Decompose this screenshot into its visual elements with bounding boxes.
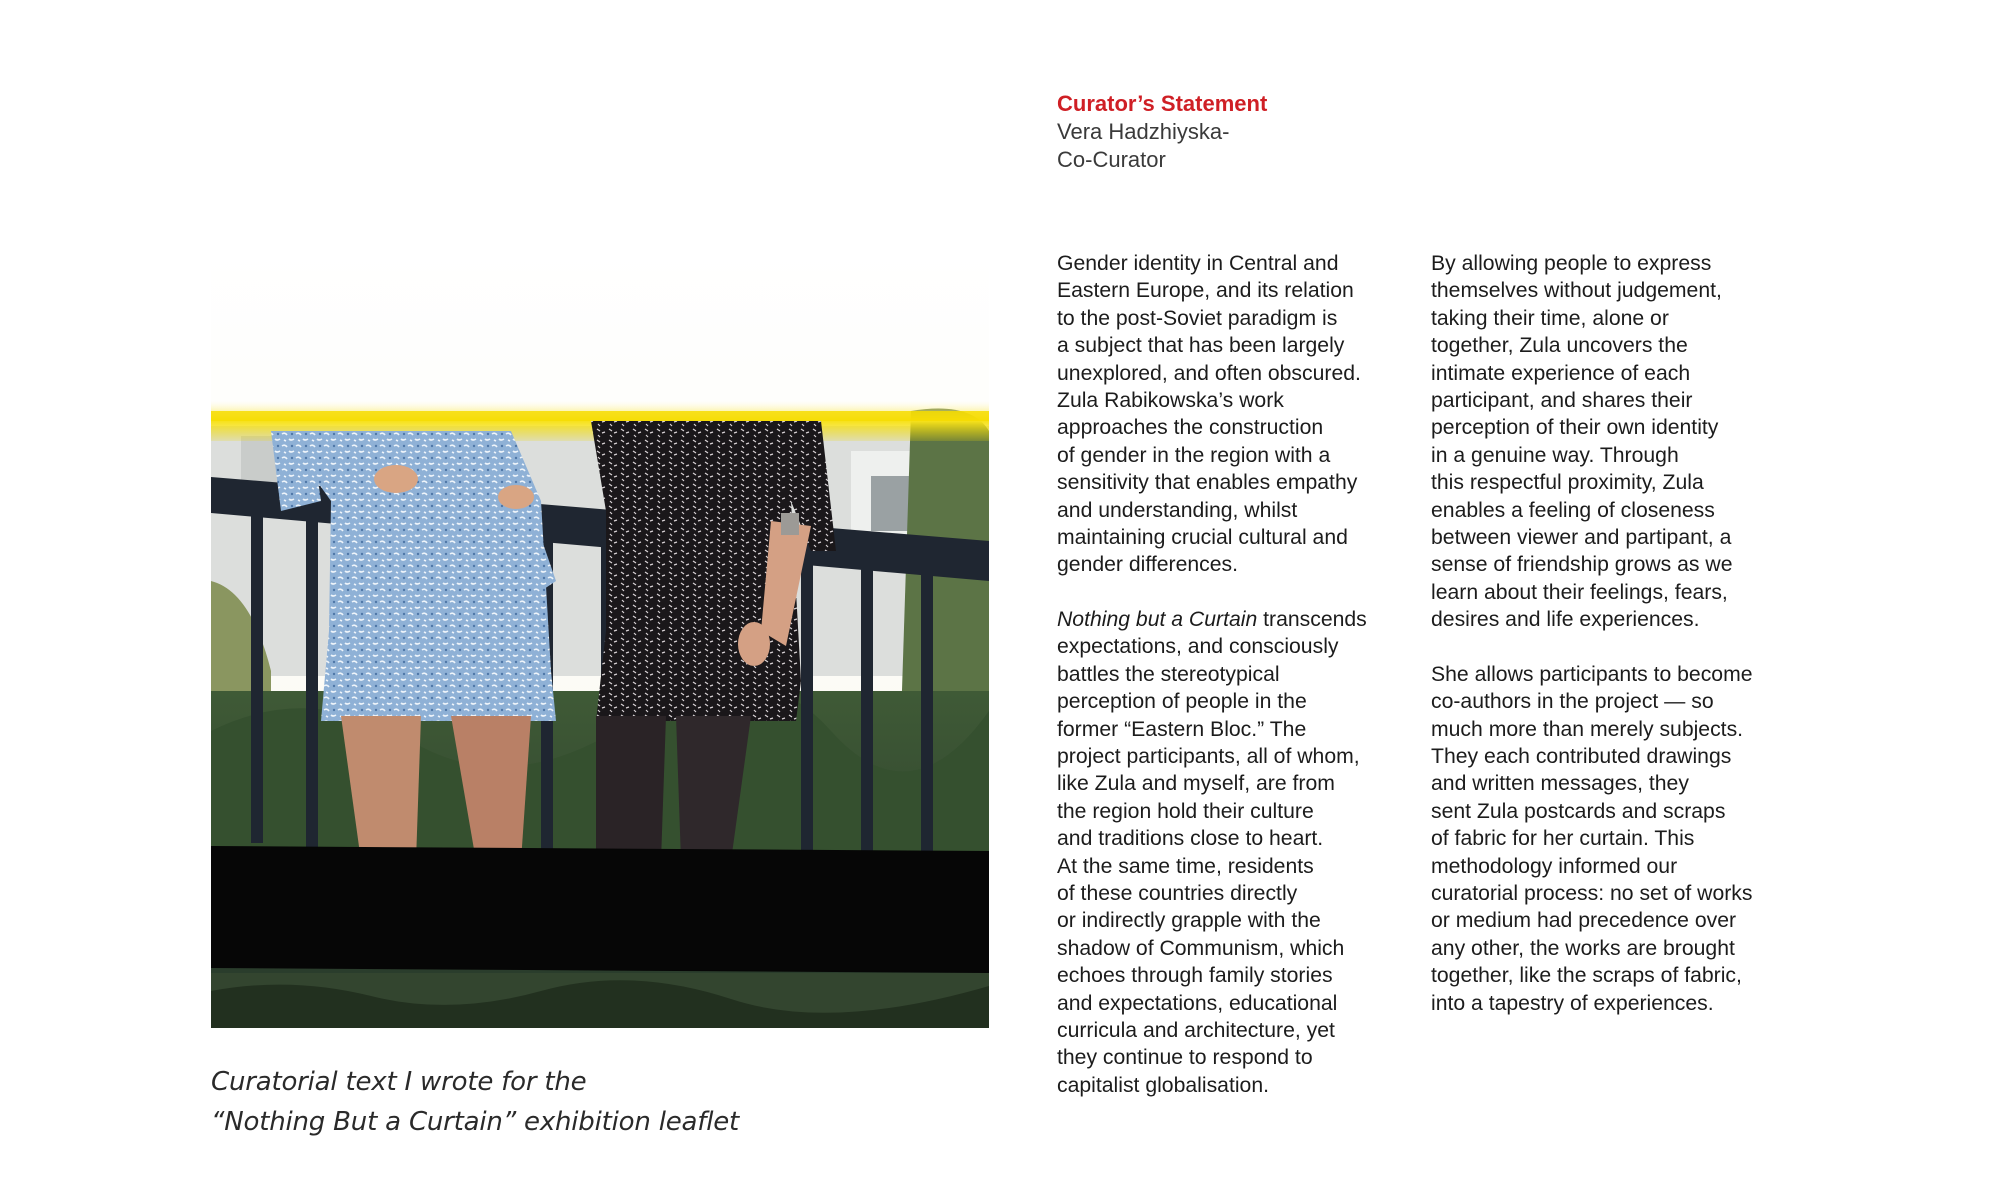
text-line: this respectful proximity, Zula — [1431, 471, 1704, 495]
text-line: Zula Rabikowska’s work — [1057, 388, 1284, 412]
author-name: Vera Hadzhiyska- — [1057, 119, 1230, 144]
text-line: At the same time, residents — [1057, 854, 1314, 878]
text-line: expectations, and consciously — [1057, 635, 1339, 659]
text-line: enables a feeling of closeness — [1431, 498, 1715, 522]
text-line: between viewer and partipant, a — [1431, 525, 1732, 549]
text-line: together, Zula uncovers the — [1431, 334, 1688, 358]
text-line: any other, the works are brought — [1431, 936, 1735, 960]
text-line: of fabric for her curtain. This — [1431, 827, 1695, 851]
text-line: and written messages, they — [1431, 772, 1689, 796]
caption-line-1: Curatorial text I wrote for the — [211, 1067, 587, 1097]
text-line: project participants, all of whom, — [1057, 745, 1360, 769]
text-line: sense of friendship grows as we — [1431, 553, 1733, 577]
text-line: participant, and shares their — [1431, 388, 1693, 412]
text-line: taking their time, alone or — [1431, 306, 1669, 330]
text-line: perception of their own identity — [1431, 416, 1719, 440]
text-line: sent Zula postcards and scraps — [1431, 799, 1726, 823]
text-line: much more than merely subjects. — [1431, 717, 1744, 741]
text-line: like Zula and myself, are from — [1057, 772, 1335, 796]
exhibition-title: Nothing but a Curtain — [1057, 608, 1258, 632]
paragraph — [1431, 661, 1791, 1017]
text-line: former “Eastern Bloc.” The — [1057, 717, 1307, 741]
text-line: desires and life experiences. — [1431, 608, 1700, 632]
photo-caption — [211, 1062, 971, 1142]
text-line: maintaining crucial cultural and — [1057, 525, 1348, 549]
paragraph — [1057, 250, 1417, 579]
exhibition-photo — [211, 251, 989, 1028]
text-line: and understanding, whilst — [1057, 498, 1298, 522]
text-line: or indirectly grapple with the — [1057, 909, 1321, 933]
statement-header — [1057, 90, 1267, 174]
text-line: learn about their feelings, fears, — [1431, 580, 1728, 604]
text-line: co-authors in the project — so — [1431, 690, 1714, 714]
paragraph-gap — [1057, 579, 1417, 606]
caption-line-2: “Nothing But a Curtain” exhibition leaflet — [211, 1107, 740, 1137]
text-line: unexplored, and often obscured. — [1057, 361, 1361, 385]
text-column-left — [1057, 250, 1417, 1099]
text-line: perception of people in the — [1057, 690, 1307, 714]
text-line: of gender in the region with a — [1057, 443, 1331, 467]
text-line: By allowing people to express — [1431, 252, 1712, 275]
text-line: they continue to respond to — [1057, 1046, 1313, 1070]
text-line: gender differences. — [1057, 553, 1239, 577]
text-line — [1057, 606, 1417, 633]
text-fragment: transcends — [1257, 608, 1367, 632]
text-line: They each contributed drawings — [1431, 745, 1732, 769]
paragraph — [1431, 250, 1791, 633]
text-line: capitalist globalisation. — [1057, 1073, 1269, 1097]
text-column-right — [1431, 250, 1791, 1017]
text-line: the region hold their culture — [1057, 799, 1314, 823]
text-line: curricula and architecture, yet — [1057, 1018, 1335, 1042]
text-line: or medium had precedence over — [1431, 909, 1737, 933]
text-line: Eastern Europe, and its relation — [1057, 279, 1354, 303]
text-line: Gender identity in Central and — [1057, 252, 1339, 275]
text-line: echoes through family stories — [1057, 964, 1333, 988]
text-line: methodology informed our — [1431, 854, 1678, 878]
text-line: intimate experience of each — [1431, 361, 1691, 385]
text-line: battles the stereotypical — [1057, 662, 1280, 686]
text-line: in a genuine way. Through — [1431, 443, 1679, 467]
paragraph-gap — [1431, 633, 1791, 660]
text-line: shadow of Communism, which — [1057, 936, 1345, 960]
text-line: curatorial process: no set of works — [1431, 881, 1753, 905]
text-line: of these countries directly — [1057, 881, 1298, 905]
text-line: a subject that has been largely — [1057, 334, 1345, 358]
text-line: and expectations, educational — [1057, 991, 1338, 1015]
statement-title: Curator’s Statement — [1057, 91, 1268, 116]
text-line: into a tapestry of experiences. — [1431, 991, 1714, 1015]
text-line: themselves without judgement, — [1431, 279, 1722, 303]
author-role: Co-Curator — [1057, 147, 1166, 172]
paragraph — [1057, 606, 1417, 1099]
text-line: She allows participants to become — [1431, 662, 1753, 686]
text-line: approaches the construction — [1057, 416, 1324, 440]
text-line: sensitivity that enables empathy — [1057, 471, 1358, 495]
text-line: and traditions close to heart. — [1057, 827, 1324, 851]
text-line: to the post-Soviet paradigm is — [1057, 306, 1338, 330]
text-line: together, like the scraps of fabric, — [1431, 964, 1742, 988]
